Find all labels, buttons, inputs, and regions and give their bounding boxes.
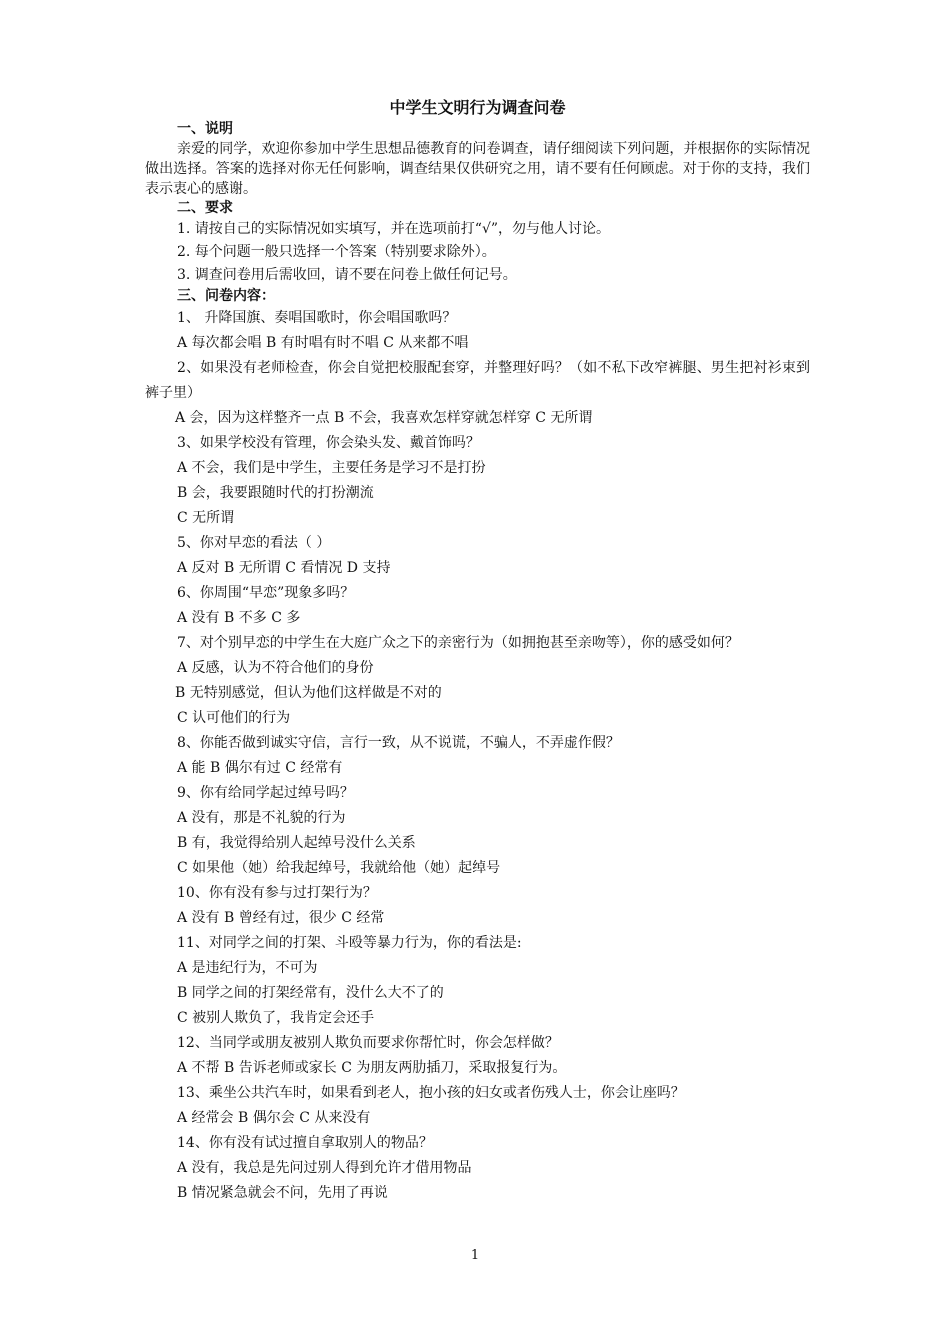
question-line: 14、你有没有试过擅自拿取别人的物品？ (177, 1135, 433, 1151)
answer-option: C 如果他（她）给我起绰号，我就给他（她）起绰号 (177, 860, 501, 876)
question-line: 6、你周围“早恋”现象多吗？ (177, 585, 355, 601)
answer-option: C 认可他们的行为 (177, 710, 291, 726)
question-line: 7、对个别早恋的中学生在大庭广众之下的亲密行为（如拥抱甚至亲吻等），你的感受如何？ (177, 635, 739, 651)
answer-option: A 没有，那是不礼貌的行为 (177, 810, 346, 826)
answer-options: A 没有 B 不多 C 多 (177, 610, 301, 626)
answer-option: A 是违纪行为，不可为 (177, 960, 318, 976)
answer-option: A 反感，认为不符合他们的身份 (177, 660, 374, 676)
question-line: 5、你对早恋的看法（ ） (177, 535, 331, 551)
answer-options: A 会，因为这样整齐一点 B 不会，我喜欢怎样穿就怎样穿 C 无所谓 (175, 410, 593, 426)
answer-option: B 同学之间的打架经常有，没什么大不了的 (177, 985, 444, 1001)
requirement-item: 1. 请按自己的实际情况如实填写，并在选项前打“√”，勿与他人讨论。 (177, 221, 611, 237)
answer-option: B 无特别感觉，但认为他们这样做是不对的 (175, 685, 442, 701)
answer-option: B 会，我要跟随时代的打扮潮流 (177, 485, 374, 501)
answer-options: A 没有 B 曾经有过，很少 C 经常 (177, 910, 385, 926)
document-page (145, 96, 810, 1206)
question-line: 13、乘坐公共汽车时，如果看到老人，抱小孩的妇女或者伤残人士，你会让座吗？ (177, 1085, 685, 1101)
question-line: 9、你有给同学起过绰号吗？ (177, 785, 354, 801)
question-line: 2、如果没有老师检查，你会自觉把校服配套穿，并整理好吗？（如不私下改窄裤腿、男生把衬衫束到裤子里） (145, 360, 810, 401)
question-line: 10、你有没有参与过打架行为？ (177, 885, 377, 901)
section-heading-requirements: 二、要求 (177, 200, 233, 216)
answer-options: A 经常会 B 偶尔会 C 从来没有 (177, 1110, 371, 1126)
answer-options: A 每次都会唱 B 有时唱有时不唱 C 从来都不唱 (177, 335, 469, 351)
answer-option: B 情况紧急就会不问，先用了再说 (177, 1185, 388, 1201)
section-heading-instructions: 一、说明 (177, 121, 233, 137)
answer-option: C 被别人欺负了，我肯定会还手 (177, 1010, 375, 1026)
answer-option: A 没有，我总是先问过别人得到允许才借用物品 (177, 1160, 472, 1176)
answer-options: A 反对 B 无所谓 C 看情况 D 支持 (177, 560, 391, 576)
page-number: 1 (470, 1248, 480, 1263)
question-line: 12、当同学或朋友被别人欺负而要求你帮忙时，你会怎样做？ (177, 1035, 559, 1051)
instructions-paragraph: 亲爱的同学，欢迎你参加中学生思想品德教育的问卷调查，请仔细阅读下列问题，并根据你的实际情况做出选择。答案的选择对你无任何影响，调查结果仅供研究之用，请不要有任何顾虑。对于你的支持，我们表示衷心的感谢。 (145, 141, 810, 197)
answer-options: A 能 B 偶尔有过 C 经常有 (177, 760, 343, 776)
question-line: 11、对同学之间的打架、斗殴等暴力行为，你的看法是: (177, 935, 522, 951)
answer-option: A 不会，我们是中学生，主要任务是学习不是打扮 (177, 460, 486, 476)
answer-option: B 有，我觉得给别人起绰号没什么关系 (177, 835, 416, 851)
requirement-item: 3. 调查问卷用后需收回，请不要在问卷上做任何记号。 (177, 267, 517, 283)
question-line: 3、如果学校没有管理，你会染头发、戴首饰吗？ (177, 435, 480, 451)
answer-options: A 不帮 B 告诉老师或家长 C 为朋友两肋插刀，采取报复行为。 (177, 1060, 567, 1076)
answer-option: C 无所谓 (177, 510, 235, 526)
question-line: 8、你能否做到诚实守信，言行一致，从不说谎，不骗人，不弄虚作假？ (177, 735, 620, 751)
requirement-item: 2. 每个问题一般只选择一个答案（特别要求除外）。 (177, 244, 496, 260)
section-heading-questionnaire: 三、问卷内容： (177, 288, 275, 304)
document-title: 中学生文明行为调查问卷 (389, 98, 566, 117)
question-line: 1、 升降国旗、奏唱国歌时，你会唱国歌吗？ (177, 310, 457, 326)
